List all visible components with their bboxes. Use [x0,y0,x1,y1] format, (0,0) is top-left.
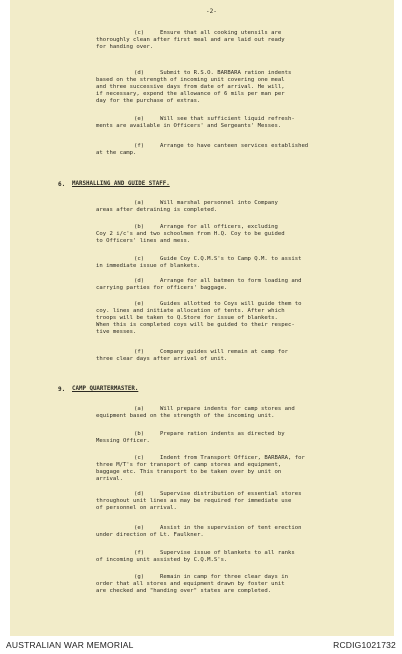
paragraph-line: based on the strength of incoming unit covering one meal [96,77,285,83]
item-text: Guides allotted to Coys will guide them to [160,301,302,307]
paragraph-line [134,431,285,438]
item-text: Guide Coy C.Q.M.S's to Camp Q.M. to assist [160,256,302,262]
item-text: Submit to R.S.O. BARBARA ration indents [160,70,292,76]
item-text: Company guides will remain at camp for [160,349,288,355]
item-label: (f) [134,550,145,556]
footer-right-text: RCDIG1021732 [333,640,396,650]
paragraph-line: tive messes. [96,329,137,335]
section-6-heading: MARSHALLING AND GUIDE STAFF. [72,181,170,187]
item-text: Will marshal personnel into Company [160,200,278,206]
paragraph-line [134,525,302,532]
paragraph-line: baggage etc. This transport to be taken over by unit on [96,469,282,475]
paragraph-line: are checked and "handing over" states are completed. [96,588,272,594]
paragraph-line [134,301,302,308]
paragraph-line [134,349,288,356]
paragraph-line: Coy 2 i/c's and two schoolmen from H.Q. Coy to be guided [96,231,285,237]
item-label: (c) [134,256,145,262]
section-6-number: 6. [58,181,66,188]
paragraph-line: three clear days after arrival of unit. [96,356,228,362]
paragraph-line: carrying parties for officers' baggage. [96,285,228,291]
paragraph-line: When this is completed coys will be guided to their respec- [96,322,295,328]
paragraph-line: to Officers' lines and mess. [96,238,191,244]
item-label: (b) [134,431,145,437]
paragraph-line: arrival. [96,476,123,482]
paragraph-line: thoroughly clean after first meal and are laid out ready [96,37,285,43]
item-text: Supervise distribution of essential stores [160,491,302,497]
paragraph-line [134,406,295,413]
paragraph-line [134,116,295,123]
item-text: Assist in the supervision of tent erection [160,525,302,531]
paragraph-line [134,200,278,207]
item-text: Prepare ration indents as directed by [160,431,285,437]
paragraph-line: order that all stores and equipment drawn by foster unit [96,581,285,587]
document-page [10,0,394,636]
section-9-heading: CAMP QUARTERMASTER. [72,386,139,392]
item-label: (e) [134,116,145,122]
item-label: (g) [134,574,145,580]
paragraph-line: throughout unit lines as may be required for immediate use [96,498,292,504]
paragraph-line: of incoming unit assisted by C.Q.M.S's. [96,557,228,563]
footer-left-text: AUSTRALIAN WAR MEMORIAL [6,640,134,650]
item-label: (f) [134,143,145,149]
item-label: (e) [134,301,145,307]
paragraph-line [134,455,305,462]
paragraph-line [134,278,302,285]
item-label: (c) [134,455,145,461]
paragraph-line: of personnel on arrival. [96,505,177,511]
section-9-number: 9. [58,386,66,393]
item-text: Arrange for all batmen to form loading and [160,278,302,284]
paragraph-line: equipment based on the strength of the incoming unit. [96,413,275,419]
paragraph-line [134,143,309,150]
paragraph-line [134,70,292,77]
item-label: (f) [134,349,145,355]
item-text: Remain in camp for three clear days in [160,574,288,580]
item-label: (c) [134,30,145,36]
paragraph-line [134,256,302,263]
paragraph-line: three M/T's for transport of camp stores and equipment, [96,462,282,468]
paragraph-line: areas after detraining is completed. [96,207,218,213]
paragraph-line: coy. lines and initiate allocation of tents. After which [96,308,285,314]
item-label: (d) [134,278,145,284]
paragraph-line: troops will be taken to Q.Store for issue of blankets. [96,315,278,321]
paragraph-line: day for the purchase of extras. [96,98,201,104]
item-text: Will see that sufficient liquid refresh- [160,116,295,122]
paragraph-line [134,574,288,581]
paragraph-line [134,491,302,498]
paragraph-line: ments are available in Officers' and Sergeants' Messes. [96,123,282,129]
item-label: (a) [134,406,145,412]
paragraph-line: at the camp. [96,150,137,156]
item-label: (a) [134,200,145,206]
item-label: (b) [134,224,145,230]
item-label: (e) [134,525,145,531]
item-text: Will prepare indents for camp stores and [160,406,295,412]
item-text: Arrange to have canteen services established [160,143,309,149]
item-text: Arrange for all officers, excluding [160,224,278,230]
item-text: Supervise issue of blankets to all ranks [160,550,295,556]
page-number: -2- [206,8,217,15]
footer-bar [0,636,402,654]
item-text: Indent from Transport Officer, BARBARA, for [160,455,305,461]
item-label: (d) [134,70,145,76]
paragraph-line: in immediate issue of blankets. [96,263,201,269]
paragraph-line: under direction of Lt. Faulkner. [96,532,204,538]
paragraph-line: Messing Officer. [96,438,150,444]
item-text: Ensure that all cooking utensils are [160,30,282,36]
paragraph-line [134,550,295,557]
paragraph-line [134,30,282,37]
item-label: (d) [134,491,145,497]
paragraph-line: for handing over. [96,44,154,50]
paragraph-line: if necessary, expend the allowance of 6 mils per man per [96,91,285,97]
paragraph-line: and three successive days from date of arrival. He will, [96,84,285,90]
paragraph-line [134,224,278,231]
